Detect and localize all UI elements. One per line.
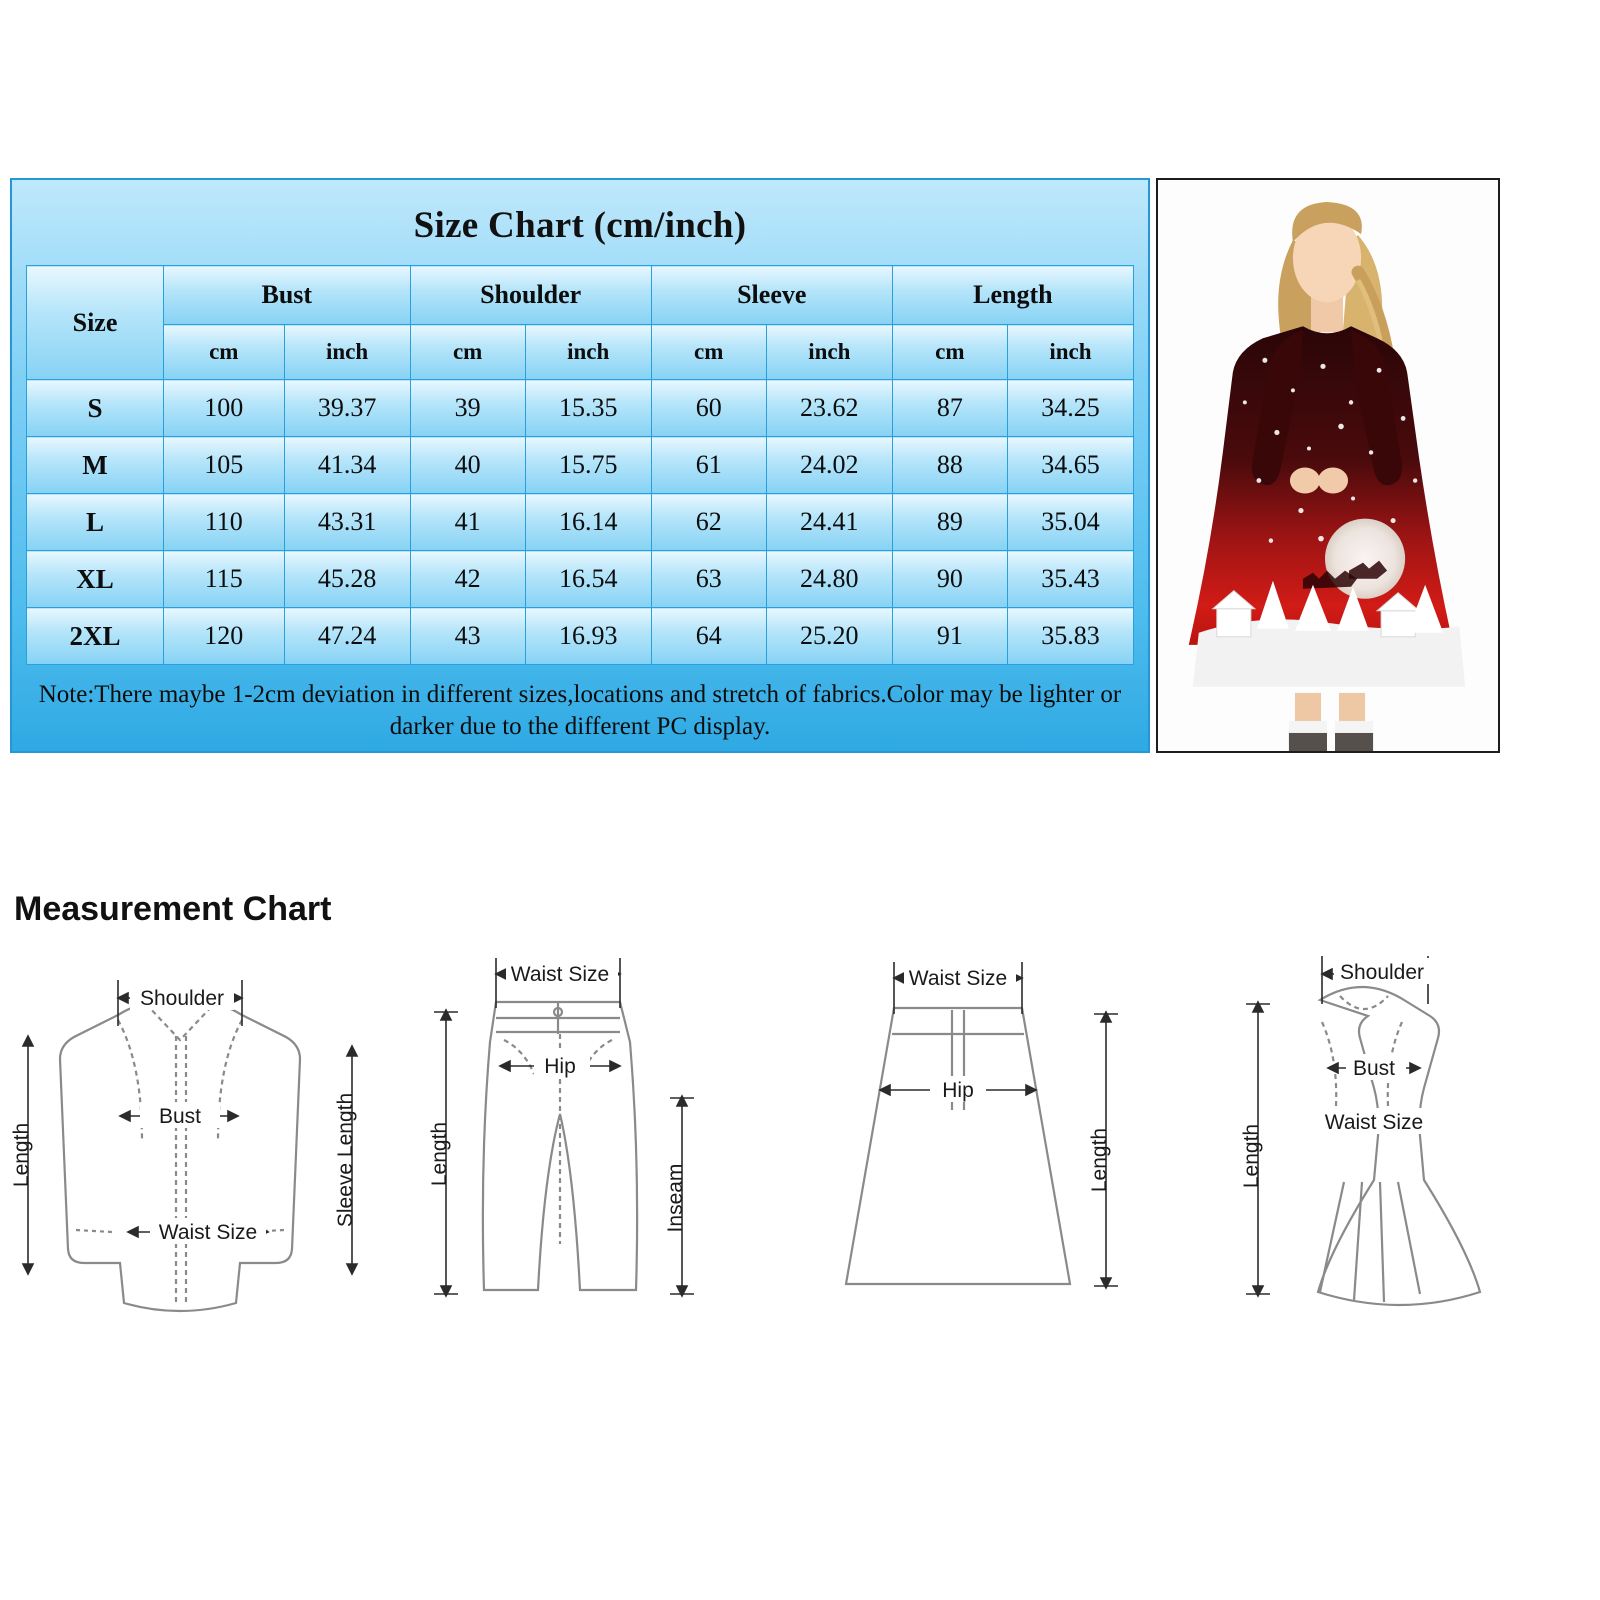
shirt-label-length: Length	[10, 1122, 33, 1188]
pants-label-inseam: Inseam	[664, 1163, 687, 1233]
cell: 24.41	[766, 494, 892, 551]
figure-shirt	[0, 940, 400, 1370]
unit-cell: cm	[651, 325, 766, 380]
cell: 115	[164, 551, 285, 608]
cell: 16.14	[525, 494, 651, 551]
cell: 110	[164, 494, 285, 551]
cell: 35.04	[1007, 494, 1133, 551]
cell: 15.35	[525, 380, 651, 437]
cell: 100	[164, 380, 285, 437]
pants-label-length: Length	[428, 1121, 451, 1187]
table-row	[27, 608, 1134, 665]
cell: 89	[892, 494, 1007, 551]
cell: 62	[651, 494, 766, 551]
header-group-length: Length	[892, 266, 1133, 325]
unit-cell: cm	[892, 325, 1007, 380]
cell: 16.93	[525, 608, 651, 665]
skirt-label-length: Length	[1088, 1127, 1111, 1193]
table-row	[27, 437, 1134, 494]
cell: 105	[164, 437, 285, 494]
product-photo-illustration	[1158, 180, 1498, 751]
cell: 34.25	[1007, 380, 1133, 437]
cell: 91	[892, 608, 1007, 665]
row-size-label: 2XL	[27, 608, 164, 665]
cell: 61	[651, 437, 766, 494]
cell: 47.24	[284, 608, 410, 665]
unit-cell: cm	[410, 325, 525, 380]
cell: 35.43	[1007, 551, 1133, 608]
cell: 87	[892, 380, 1007, 437]
unit-cell: cm	[164, 325, 285, 380]
pants-diagram	[400, 940, 800, 1370]
figure-pants	[400, 940, 800, 1370]
cell: 43	[410, 608, 525, 665]
cell: 23.62	[766, 380, 892, 437]
size-chart-title: Size Chart (cm/inch)	[413, 205, 747, 246]
cell: 41	[410, 494, 525, 551]
shirt-diagram	[0, 940, 400, 1370]
size-chart-block	[10, 178, 1150, 753]
cell: 45.28	[284, 551, 410, 608]
row-size-label: L	[27, 494, 164, 551]
cell: 39	[410, 380, 525, 437]
skirt-label-hip: Hip	[942, 1079, 974, 1102]
unit-cell: inch	[284, 325, 410, 380]
cell: 90	[892, 551, 1007, 608]
cell: 34.65	[1007, 437, 1133, 494]
cell: 24.02	[766, 437, 892, 494]
dress-label-shoulder: Shoulder	[1339, 961, 1425, 984]
shirt-label-waist: Waist Size	[158, 1221, 258, 1244]
skirt-diagram	[800, 940, 1200, 1370]
row-size-label: S	[27, 380, 164, 437]
dress-label-bust: Bust	[1352, 1057, 1396, 1080]
dress-label-waist: Waist Size	[1324, 1111, 1424, 1134]
cell: 60	[651, 380, 766, 437]
figure-dress	[1200, 940, 1600, 1370]
cell: 25.20	[766, 608, 892, 665]
cell: 88	[892, 437, 1007, 494]
unit-cell: inch	[766, 325, 892, 380]
dress-diagram	[1200, 940, 1600, 1370]
shirt-label-sleeve-length: Sleeve Length	[334, 1092, 357, 1228]
row-size-label: XL	[27, 551, 164, 608]
skirt-label-waist: Waist Size	[908, 967, 1008, 990]
measurement-figures	[0, 940, 1600, 1370]
cell: 64	[651, 608, 766, 665]
cell: 16.54	[525, 551, 651, 608]
cell: 40	[410, 437, 525, 494]
table-row	[27, 494, 1134, 551]
cell: 24.80	[766, 551, 892, 608]
pants-label-waist: Waist Size	[510, 963, 610, 986]
figure-skirt	[800, 940, 1200, 1370]
pants-label-hip: Hip	[544, 1055, 576, 1078]
cell: 63	[651, 551, 766, 608]
table-header-row	[27, 266, 1134, 325]
size-chart-panel	[10, 178, 1500, 753]
product-photo	[1156, 178, 1500, 753]
table-row	[27, 380, 1134, 437]
cell: 120	[164, 608, 285, 665]
header-size: Size	[27, 266, 164, 380]
size-chart-table	[26, 265, 1134, 665]
table-row	[27, 551, 1134, 608]
header-group-bust: Bust	[164, 266, 411, 325]
cell: 42	[410, 551, 525, 608]
cell: 39.37	[284, 380, 410, 437]
shirt-label-shoulder: Shoulder	[139, 987, 225, 1010]
cell: 43.31	[284, 494, 410, 551]
measurement-chart-title: Measurement Chart	[14, 890, 332, 928]
dress-label-length: Length	[1240, 1123, 1263, 1189]
cell: 41.34	[284, 437, 410, 494]
table-unit-row	[27, 325, 1134, 380]
header-group-shoulder: Shoulder	[410, 266, 651, 325]
row-size-label: M	[27, 437, 164, 494]
cell: 35.83	[1007, 608, 1133, 665]
shirt-label-bust: Bust	[158, 1105, 202, 1128]
header-group-sleeve: Sleeve	[651, 266, 892, 325]
size-chart-note: Note:There maybe 1-2cm deviation in different sizes,locations and stretch of fabrics.Color may be lighter or darker due to the different PC display.	[38, 681, 1122, 740]
unit-cell: inch	[1007, 325, 1133, 380]
unit-cell: inch	[525, 325, 651, 380]
cell: 15.75	[525, 437, 651, 494]
